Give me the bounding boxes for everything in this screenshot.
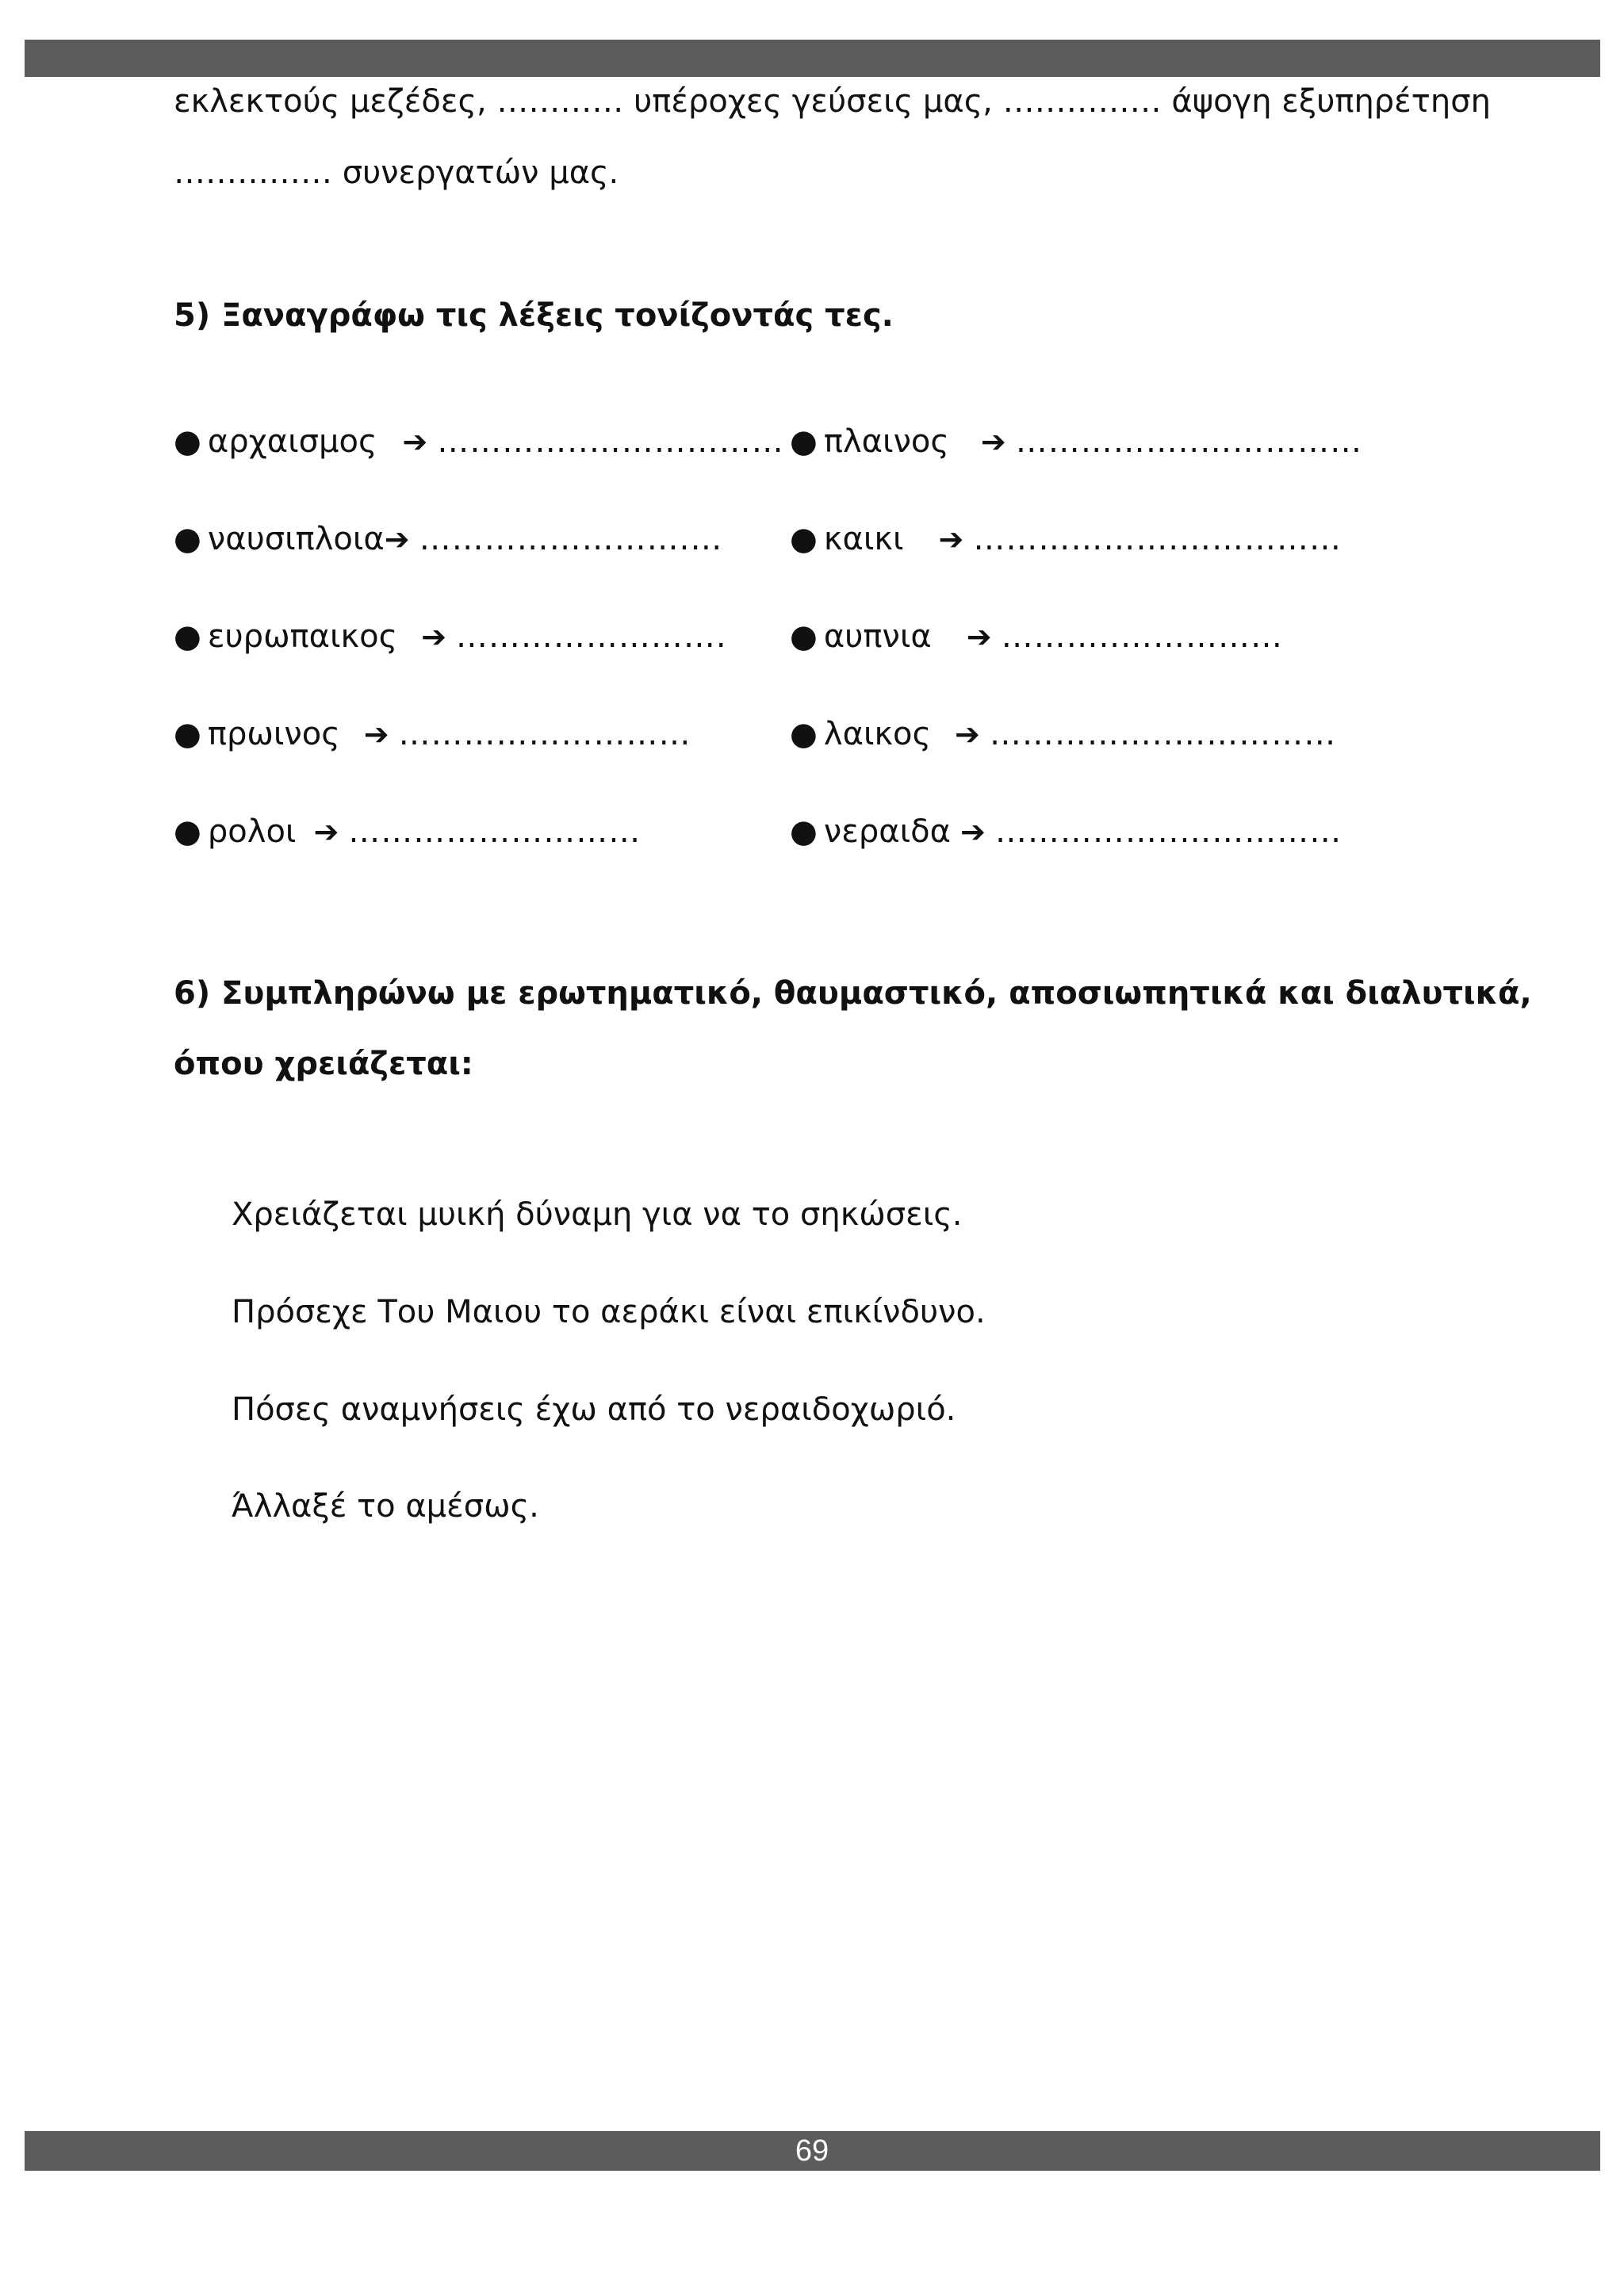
bullet-icon: ●	[174, 618, 201, 655]
bullet-icon: ●	[174, 423, 201, 460]
word: ναυσιπλοια	[207, 521, 385, 557]
list-item-left-5	[174, 813, 642, 850]
word: λαικος	[823, 716, 932, 752]
answer-blank: ………………………	[348, 813, 642, 850]
sentence-4: Άλλαξέ το αμέσως.	[232, 1488, 539, 1525]
bullet-icon: ●	[790, 813, 818, 850]
list-item-right-1	[790, 423, 1363, 460]
word: καικι	[823, 521, 904, 557]
answer-blank: …………..………………	[437, 423, 784, 460]
list-item-left-1	[174, 423, 784, 460]
answer-blank: ……………..……………	[989, 716, 1337, 752]
intro-line-1: εκλεκτούς μεζέδες, ………… υπέροχες γεύσεις μας, …………… άψογη εξυπηρέτηση	[174, 83, 1491, 120]
answer-blank: ……………….……………	[973, 521, 1342, 557]
sentence-2: Πρόσεχε Του Μαιου το αεράκι είναι επικίνδυνο.	[232, 1294, 986, 1330]
bullet-icon: ●	[174, 813, 201, 850]
sentence-1: Χρειάζεται μυική δύναμη για να το σηκώσεις.	[232, 1196, 963, 1233]
arrow-right-icon: ➔	[960, 814, 986, 849]
arrow-right-icon: ➔	[363, 717, 389, 752]
arrow-right-icon: ➔	[980, 424, 1006, 459]
list-item-right-2	[790, 523, 1342, 555]
list-item-left-3	[174, 618, 727, 655]
list-item-right-5	[790, 813, 1342, 850]
bullet-icon: ●	[790, 521, 818, 557]
bullet-icon: ●	[790, 423, 818, 460]
word: αρχαισμος	[207, 423, 377, 460]
answer-blank: …………………….	[455, 618, 727, 655]
page-number: 69	[795, 2134, 829, 2168]
word: νεραιδα	[823, 813, 952, 850]
list-item-left-4	[174, 718, 691, 750]
answer-blank: ………..……………	[1001, 618, 1284, 655]
word: πλαινος	[823, 423, 949, 460]
arrow-right-icon: ➔	[421, 619, 446, 654]
answer-blank: ……………..……………	[1015, 423, 1363, 460]
exercise-6-heading-line-1: 6) Συμπληρώνω με ερωτηματικό, θαυμαστικό, αποσιωπητικά και διαλυτικά,	[174, 975, 1532, 1012]
bullet-icon: ●	[790, 618, 818, 655]
word: ρολοι	[207, 813, 297, 850]
exercise-6-heading-line-2: όπου χρειάζεται:	[174, 1046, 473, 1082]
answer-blank: ………………………	[398, 716, 691, 752]
intro-line-2: …………… συνεργατών μας.	[174, 155, 619, 191]
header-bar	[25, 40, 1600, 77]
sentence-3: Πόσες αναμνήσεις έχω από το νεραιδοχωριό.	[232, 1391, 956, 1428]
list-item-left-2	[174, 523, 722, 555]
word: πρωινος	[207, 716, 340, 752]
arrow-right-icon: ➔	[955, 717, 980, 752]
word: ευρωπαικος	[207, 618, 398, 655]
answer-blank: …………………….…	[419, 521, 723, 557]
bullet-icon: ●	[174, 521, 201, 557]
arrow-right-icon: ➔	[966, 619, 992, 654]
arrow-right-icon: ➔	[938, 522, 964, 557]
arrow-right-icon: ➔	[402, 424, 428, 459]
exercise-5-heading: 5) Ξαναγράφω τις λέξεις τονίζοντάς τες.	[174, 297, 894, 334]
list-item-right-3	[790, 618, 1284, 655]
answer-blank: ……………..……………	[994, 813, 1342, 850]
list-item-right-4	[790, 718, 1336, 750]
bullet-icon: ●	[174, 716, 201, 752]
arrow-right-icon: ➔	[313, 814, 339, 849]
bullet-icon: ●	[790, 716, 818, 752]
arrow-right-icon: ➔	[384, 522, 410, 557]
word: αυπνια	[823, 618, 932, 655]
